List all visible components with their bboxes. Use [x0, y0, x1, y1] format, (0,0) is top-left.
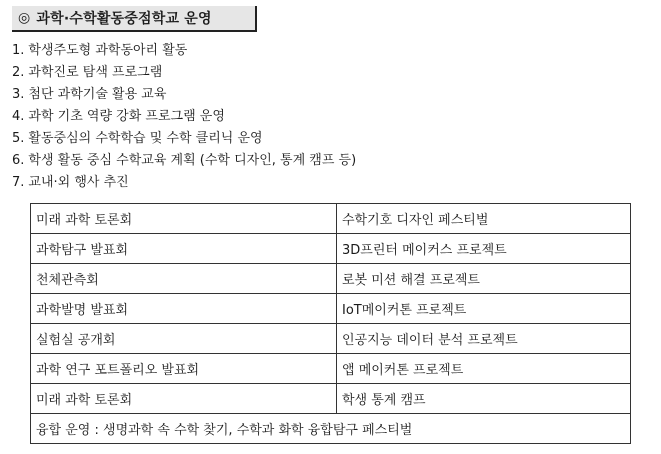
- table-row: [31, 354, 631, 384]
- table-cell: 천체관측회: [31, 264, 337, 294]
- table-row: [31, 234, 631, 264]
- list-item-number: 3.: [12, 87, 25, 102]
- list-item: [12, 62, 356, 84]
- double-circle-icon: ◎: [18, 10, 31, 26]
- list-item-number: 6.: [12, 153, 25, 168]
- table-row: [31, 384, 631, 414]
- table-cell: 과학탐구 발표회: [31, 234, 337, 264]
- table-cell: 학생 통계 캠프: [337, 384, 631, 414]
- table-cell: 미래 과학 토론회: [31, 204, 337, 234]
- list-item-number: 1.: [12, 43, 25, 58]
- list-item-text: 활동중심의 수학학습 및 수학 클리닉 운영: [28, 131, 263, 146]
- table-cell: 실험실 공개회: [31, 324, 337, 354]
- list-item: [12, 172, 356, 194]
- list-item-number: 4.: [12, 109, 25, 124]
- list-item-number: 5.: [12, 131, 25, 146]
- table-cell: 인공지능 데이터 분석 프로젝트: [337, 324, 631, 354]
- events-table: [30, 203, 631, 444]
- list-item-text: 학생주도형 과학동아리 활동: [28, 43, 188, 58]
- table-cell: 로봇 미션 해결 프로젝트: [337, 264, 631, 294]
- list-item: [12, 40, 356, 62]
- table-cell: IoT메이커톤 프로젝트: [337, 294, 631, 324]
- activity-list: [12, 40, 356, 194]
- table-cell: 과학발명 발표회: [31, 294, 337, 324]
- table-row: [31, 294, 631, 324]
- table-cell: 미래 과학 토론회: [31, 384, 337, 414]
- table-row: [31, 264, 631, 294]
- list-item: [12, 106, 356, 128]
- list-item-text: 학생 활동 중심 수학교육 계획 (수학 디자인, 통계 캠프 등): [28, 153, 357, 168]
- list-item-text: 첨단 과학기술 활용 교육: [28, 87, 167, 102]
- table-footer-row: [31, 414, 631, 444]
- list-item: [12, 128, 356, 150]
- table-row: [31, 204, 631, 234]
- table-cell: 3D프린터 메이커스 프로젝트: [337, 234, 631, 264]
- list-item-text: 교내·외 행사 추진: [28, 175, 129, 190]
- section-title-box: [12, 6, 257, 32]
- table-footer-cell: 융합 운영 : 생명과학 속 수학 찾기, 수학과 화학 융합탐구 페스티벌: [31, 414, 631, 444]
- table-cell: 앱 메이커톤 프로젝트: [337, 354, 631, 384]
- list-item-number: 2.: [12, 65, 25, 80]
- list-item: [12, 150, 356, 172]
- section-title: 과학·수학활동중점학교 운영: [36, 11, 212, 27]
- table-row: [31, 324, 631, 354]
- table-cell: 수학기호 디자인 페스티벌: [337, 204, 631, 234]
- list-item-text: 과학진로 탐색 프로그램: [28, 65, 163, 80]
- list-item-text: 과학 기초 역량 강화 프로그램 운영: [28, 109, 225, 124]
- list-item-number: 7.: [12, 175, 25, 190]
- table-cell: 과학 연구 포트폴리오 발표회: [31, 354, 337, 384]
- list-item: [12, 84, 356, 106]
